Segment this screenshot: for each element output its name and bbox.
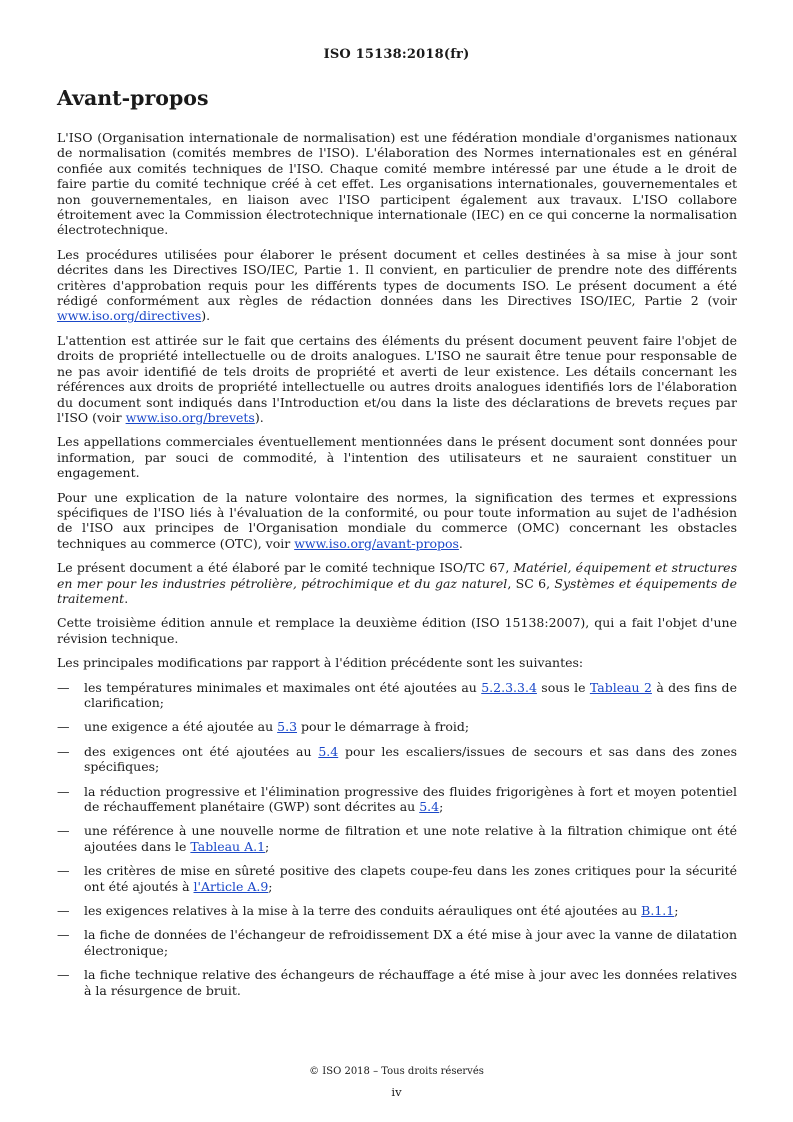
- paragraph-3-end: ).: [254, 409, 264, 425]
- patents-link[interactable]: www.iso.org/brevets: [125, 409, 255, 425]
- list-item-text: la fiche technique relative des échangeurs de réchauffage a été mise à jour avec les données relatives à la résurgence de bruit.: [84, 967, 737, 998]
- dash-marker: —: [57, 719, 70, 735]
- paragraph-1: L'ISO (Organisation internationale de normalisation) est une fédération mondiale d'organismes nationaux de normalisation (comités membres de l'ISO). L'élaboration des Normes internationales est en général confiée aux comités techniques de l'ISO. Chaque comité membre intéressé par une étude a le droit de faire partie du comité technique créé à cet effet. Les organisations internationales, gouvernementales et non gouvernementales, en liaison avec l'ISO participent également aux travaux. L'ISO collabore étroitement avec la Commission électrotechnique internationale (IEC) en ce qui concerne la normalisation électrotechnique.: [57, 130, 737, 238]
- changes-list: [57, 680, 737, 999]
- clause-link-b-1-1[interactable]: B.1.1: [641, 903, 675, 919]
- dash-marker: —: [57, 927, 70, 943]
- page-number: iv: [391, 1085, 402, 1099]
- article-a9-link[interactable]: l'Article A.9: [193, 878, 269, 894]
- paragraph-5: [57, 490, 737, 552]
- paragraph-4: Les appellations commerciales éventuellement mentionnées dans le présent document sont données pour information, par souci de commodité, à l'intention des utilisateurs et ne sauraient constituer un engagement.: [57, 434, 737, 481]
- list-item-text: une référence à une nouvelle norme de filtration et une note relative à la filtration chimique ont été ajoutées dans le: [84, 823, 737, 854]
- paragraph-6: [57, 560, 737, 606]
- dash-marker: —: [57, 863, 70, 879]
- dash-marker: —: [57, 903, 70, 919]
- list-item: [57, 903, 737, 918]
- document-code-header: ISO 15138:2018(fr): [323, 47, 470, 62]
- list-item: [57, 927, 737, 958]
- list-item-text: les critères de mise en sûreté positive des clapets coupe-feu dans les zones critiques pour la sécurité ont été ajoutés à: [84, 863, 737, 894]
- paragraph-5-end: .: [458, 535, 463, 551]
- section-title: Avant-propos: [57, 86, 209, 110]
- list-item-text: sous le: [536, 679, 590, 695]
- paragraph-5-text: Pour une explication de la nature volontaire des normes, la signification des termes et expressions spécifiques de l'ISO liés à l'évaluation de la conformité, ou pour toute information au sujet de l'adhésion de l'ISO aux principes de l'Organisation mondiale du commerce (OMC) concernant les obstacles techniques au commerce (OTC), voir: [57, 489, 737, 551]
- paragraph-2-end: ).: [201, 308, 211, 324]
- clause-link-5-2-3-3-4[interactable]: 5.2.3.3.4: [481, 679, 537, 695]
- paragraph-2: [57, 247, 737, 324]
- foreword-link[interactable]: www.iso.org/avant-propos: [294, 535, 459, 551]
- clause-link-5-4[interactable]: 5.4: [318, 743, 339, 759]
- list-item: [57, 744, 737, 775]
- list-item: [57, 719, 737, 734]
- table-2-link[interactable]: Tableau 2: [589, 679, 652, 695]
- paragraph-6-a: Le présent document a été élaboré par le comité technique ISO/TC 67,: [57, 560, 514, 576]
- list-item-text: pour le démarrage à froid;: [297, 719, 470, 735]
- clause-link-5-3[interactable]: 5.3: [277, 719, 298, 735]
- list-item-text: la fiche de données de l'échangeur de refroidissement DX a été mise à jour avec la vanne de dilatation électronique;: [84, 927, 737, 958]
- foreword-body: [57, 130, 737, 1007]
- paragraph-2-text: Les procédures utilisées pour élaborer le présent document et celles destinées à sa mise à jour sont décrites dans les Directives ISO/IEC, Partie 1. Il convient, en particulier de prendre note des différents critères d'approbation requis pour les différents types de documents ISO. Le présent document a été rédigé conformément aux règles de rédaction données dans les Directives ISO/IEC, Partie 2 (voir: [57, 246, 737, 309]
- paragraph-3-text: L'attention est attirée sur le fait que certains des éléments du présent document peuvent faire l'objet de droits de propriété intellectuelle ou de droits analogues. L'ISO ne saurait être tenue pour responsable de ne pas avoir identifié de tels droits de propriété et averti de leur existence. Les détails concernant les références aux droits de propriété intellectuelle ou autres droits analogues identifiés lors de l'élaboration du document sont indiqués dans l'Introduction et/ou dans la liste des déclarations de brevets reçues par l'ISO (voir: [57, 332, 737, 425]
- list-item-text: à des fins de clarification;: [84, 679, 737, 710]
- dash-marker: —: [57, 679, 70, 695]
- copyright-footer: © ISO 2018 – Tous droits réservés: [309, 1066, 484, 1077]
- list-item: [57, 823, 737, 854]
- dash-marker: —: [57, 783, 70, 799]
- clause-link-5-4[interactable]: 5.4: [419, 799, 440, 815]
- list-item-text: une exigence a été ajoutée au: [84, 719, 278, 735]
- list-item-text: ;: [674, 903, 679, 919]
- list-item-text: ;: [268, 878, 273, 894]
- dash-marker: —: [57, 743, 70, 759]
- table-a1-link[interactable]: Tableau A.1: [190, 838, 266, 854]
- paragraph-6-e: .: [124, 590, 129, 606]
- directives-link[interactable]: www.iso.org/directives: [57, 308, 202, 324]
- dash-marker: —: [57, 823, 70, 839]
- paragraph-8: Les principales modifications par rapport à l'édition précédente sont les suivantes:: [57, 655, 584, 671]
- list-item-text: ;: [265, 838, 270, 854]
- paragraph-3: [57, 333, 737, 425]
- list-item: [57, 863, 737, 894]
- paragraph-6-c: , SC 6,: [507, 575, 555, 591]
- list-item-text: les températures minimales et maximales ont été ajoutées au: [84, 679, 482, 695]
- list-item: [57, 967, 737, 998]
- paragraph-7: Cette troisième édition annule et remplace la deuxième édition (ISO 15138:2007), qui a fait l'objet d'une révision technique.: [57, 615, 737, 646]
- subcommittee-title: Systèmes et équipements de traitement: [57, 575, 738, 606]
- list-item-text: les exigences relatives à la mise à la terre des conduits aérauliques ont été ajoutées au: [84, 903, 642, 919]
- dash-marker: —: [57, 967, 70, 983]
- list-item-text: des exigences ont été ajoutées au: [84, 743, 319, 759]
- list-item: [57, 784, 737, 815]
- list-item: [57, 680, 737, 711]
- list-item-text: la réduction progressive et l'élimination progressive des fluides frigorigènes à fort et moyen potentiel de réchauffement planétaire (GWP) sont décrites au: [84, 783, 737, 815]
- committee-title: Matériel, équipement et structures en mer pour les industries pétrolière, pétrochimique et du gaz naturel: [57, 560, 737, 591]
- list-item-text: pour les escaliers/issues de secours et sas dans des zones spécifiques;: [84, 743, 737, 775]
- list-item-text: ;: [439, 799, 444, 815]
